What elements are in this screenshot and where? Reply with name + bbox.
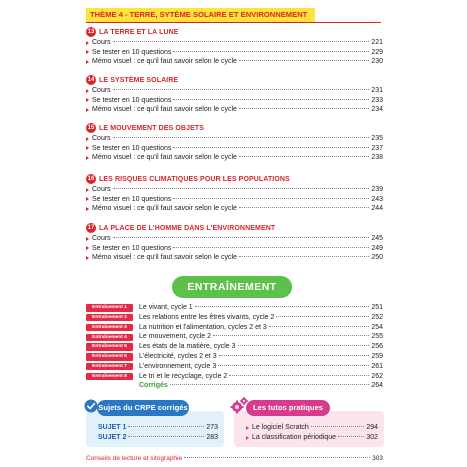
toc-page: 239 <box>371 186 383 193</box>
footer-row[interactable] <box>86 454 383 463</box>
dot-leader <box>239 60 369 61</box>
dot-leader <box>195 306 370 307</box>
sujet-label: SUJET 1 <box>98 424 127 431</box>
entrainement-banner: ENTRAÎNEMENT <box>172 276 292 298</box>
toc-page: 229 <box>371 48 383 56</box>
sujet-row[interactable] <box>98 423 218 433</box>
toc-label: Cours <box>92 235 111 242</box>
entrainement-row[interactable] <box>86 332 383 342</box>
entrainement-tag: Entraînement 1 <box>86 304 133 312</box>
dot-leader <box>173 198 369 199</box>
chapter-title: LA PLACE DE L'HOMME DANS L'ENVIRONNEMENT <box>99 224 276 232</box>
dot-leader <box>170 384 370 385</box>
dot-leader <box>239 256 369 257</box>
toc-row[interactable] <box>86 204 383 214</box>
dot-leader <box>213 335 369 336</box>
entrainement-row[interactable] <box>86 372 383 382</box>
toc-label: Cours <box>92 87 111 94</box>
sujet-label: SUJET 2 <box>98 434 127 441</box>
dot-leader <box>269 326 370 327</box>
toc-label: Cours <box>92 135 111 142</box>
sujet-row[interactable] <box>98 433 218 443</box>
triangle-right-icon <box>246 436 249 440</box>
entrainement-list <box>86 303 383 391</box>
chapter-heading[interactable] <box>86 122 383 134</box>
dot-leader <box>276 316 369 317</box>
toc-label: Mémo visuel : ce qu'il faut savoir selon le cycle <box>92 106 237 113</box>
chapter-17 <box>86 222 383 263</box>
entrainement-tag: Entraînement 7 <box>86 363 133 371</box>
toc-label: Le tri et le recyclage, cycle 2 <box>139 372 228 380</box>
toc-row[interactable] <box>86 244 383 254</box>
toc-row[interactable] <box>86 234 383 244</box>
toc-page: 302 <box>366 434 378 441</box>
entrainement-tag: Entraînement 4 <box>86 334 133 342</box>
triangle-right-icon <box>86 41 89 45</box>
entrainement-row[interactable] <box>86 362 383 372</box>
toc-label: Se tester en 10 questions <box>92 144 172 152</box>
dot-leader <box>184 457 370 458</box>
chapter-heading[interactable] <box>86 173 383 185</box>
theme-underline <box>86 22 381 23</box>
triangle-right-icon <box>86 197 89 201</box>
toc-page: 251 <box>371 304 383 311</box>
toc-page: 283 <box>206 434 218 441</box>
entrainement-row[interactable] <box>86 342 383 352</box>
toc-page: 254 <box>371 323 383 331</box>
toc-label: Se tester en 10 questions <box>92 195 172 203</box>
dot-leader <box>239 156 369 157</box>
triangle-right-icon <box>86 246 89 250</box>
dot-leader <box>338 436 364 437</box>
dot-leader <box>113 41 370 42</box>
entrainement-tag: Entraînement 6 <box>86 353 133 361</box>
toc-page: 230 <box>371 58 383 65</box>
tuto-label: La classification périodique <box>252 434 337 441</box>
chapter-16 <box>86 173 383 214</box>
tuto-label: Le logiciel Scratch <box>252 424 309 431</box>
chapter-number-badge: 17 <box>87 225 95 231</box>
toc-page: 259 <box>371 352 383 360</box>
entrainement-tag: Entraînement 8 <box>86 373 133 381</box>
dot-leader <box>128 426 204 427</box>
entrainement-row[interactable] <box>86 352 383 362</box>
toc-page: 261 <box>371 362 383 370</box>
tuto-row[interactable] <box>246 433 378 443</box>
triangle-right-icon <box>86 156 89 160</box>
dot-leader <box>173 99 369 100</box>
dot-leader <box>113 188 370 189</box>
toc-page: 233 <box>371 96 383 104</box>
entrainement-row[interactable] <box>86 323 383 333</box>
chapter-title: LA TERRE ET LA LUNE <box>99 28 179 36</box>
triangle-right-icon <box>86 137 89 141</box>
toc-label: Le mouvement, cycle 2 <box>139 333 211 341</box>
dot-leader <box>239 108 369 109</box>
chapter-number-badge: 14 <box>87 77 95 83</box>
dot-leader <box>128 436 204 437</box>
dot-leader <box>173 147 369 148</box>
sujets-title: Sujets du CRPE corrigés <box>97 400 189 416</box>
chapter-number-badge: 15 <box>87 125 95 131</box>
toc-row[interactable] <box>86 134 383 144</box>
chapter-15 <box>86 122 383 163</box>
triangle-right-icon <box>246 426 249 430</box>
footer-label: Conseils de lecture et sitographie <box>86 455 183 462</box>
dot-leader <box>113 89 370 90</box>
toc-page: 244 <box>371 205 383 212</box>
chapter-title: LE MOUVEMENT DES OBJETS <box>99 124 204 132</box>
dot-leader <box>238 345 370 346</box>
corriges-row[interactable] <box>86 381 383 391</box>
chapter-heading[interactable] <box>86 222 383 234</box>
toc-page: 249 <box>371 244 383 252</box>
toc-label: Cours <box>92 186 111 193</box>
triangle-right-icon <box>86 108 89 112</box>
tutos-list <box>246 423 378 443</box>
chapter-13 <box>86 26 383 67</box>
toc-row[interactable] <box>86 105 383 115</box>
toc-row[interactable] <box>86 185 383 195</box>
toc-label: Les relations entre les êtres vivants, cycle 2 <box>139 313 275 321</box>
footer-page: 303 <box>372 455 383 462</box>
dot-leader <box>229 375 369 376</box>
chapter-14 <box>86 74 383 115</box>
toc-page: 252 <box>371 313 383 321</box>
toc-row[interactable] <box>86 144 383 154</box>
toc-row[interactable] <box>86 57 383 67</box>
tuto-row[interactable] <box>246 423 378 433</box>
entrainement-tag: Entraînement 2 <box>86 314 133 322</box>
corriges-label: Corrigés <box>139 382 168 390</box>
toc-label: L'électricité, cycles 2 et 3 <box>139 352 217 360</box>
dot-leader <box>113 237 370 238</box>
toc-label: Les états de la matière, cycle 3 <box>139 343 236 351</box>
gears-icon <box>229 396 249 416</box>
toc-page: 231 <box>371 87 383 94</box>
triangle-right-icon <box>86 207 89 211</box>
toc-label: L'environnement, cycle 3 <box>139 362 217 370</box>
toc-label: Se tester en 10 questions <box>92 48 172 56</box>
toc-page: 264 <box>371 382 383 390</box>
toc-label: Mémo visuel : ce qu'il faut savoir selon le cycle <box>92 58 237 65</box>
triangle-right-icon <box>86 256 89 260</box>
entrainement-tag: Entraînement 3 <box>86 324 133 332</box>
toc-label: Cours <box>92 39 111 46</box>
toc-page: 256 <box>371 343 383 351</box>
chapter-title: LES RISQUES CLIMATIQUES POUR LES POPULATIONS <box>99 175 290 183</box>
toc-page: 237 <box>371 144 383 152</box>
tutos-title: Les tutos pratiques <box>246 400 330 416</box>
triangle-right-icon <box>86 98 89 102</box>
dot-leader <box>173 51 369 52</box>
toc-row[interactable] <box>86 153 383 163</box>
entrainement-tag: Entraînement 5 <box>86 343 133 351</box>
triangle-right-icon <box>86 146 89 150</box>
toc-page: 221 <box>371 39 383 46</box>
chapter-number-badge: 16 <box>87 176 95 182</box>
triangle-right-icon <box>86 89 89 93</box>
dot-leader <box>219 355 370 356</box>
toc-label: Le vivant, cycle 1 <box>139 304 193 311</box>
triangle-right-icon <box>86 237 89 241</box>
triangle-right-icon <box>86 60 89 64</box>
toc-row[interactable] <box>86 253 383 263</box>
dot-leader <box>239 207 369 208</box>
toc-row[interactable] <box>86 38 383 48</box>
chapter-heading[interactable] <box>86 26 383 38</box>
toc-row[interactable] <box>86 195 383 205</box>
dot-leader <box>218 365 369 366</box>
toc-page: 262 <box>371 372 383 380</box>
sujets-list <box>98 423 218 443</box>
toc-row[interactable] <box>86 48 383 58</box>
chapter-heading[interactable] <box>86 74 383 86</box>
toc-label: La nutrition et l'alimentation, cycles 2 et 3 <box>139 323 267 331</box>
toc-page: 235 <box>371 135 383 142</box>
toc-page: 238 <box>371 154 383 161</box>
toc-label: Se tester en 10 questions <box>92 96 172 104</box>
toc-page: 273 <box>206 424 218 431</box>
toc-label: Mémo visuel : ce qu'il faut savoir selon le cycle <box>92 205 237 212</box>
chapter-number-badge: 13 <box>87 29 95 35</box>
toc-page: 294 <box>366 424 378 431</box>
dot-leader <box>173 247 369 248</box>
toc-row[interactable] <box>86 96 383 106</box>
toc-page: 243 <box>371 195 383 203</box>
toc-page: 245 <box>371 235 383 242</box>
dot-leader <box>311 426 365 427</box>
toc-page: 234 <box>371 106 383 113</box>
toc-label: Se tester en 10 questions <box>92 244 172 252</box>
toc-row[interactable] <box>86 86 383 96</box>
toc-label: Mémo visuel : ce qu'il faut savoir selon le cycle <box>92 254 237 261</box>
check-badge-icon <box>84 399 98 413</box>
toc-page: 250 <box>371 254 383 261</box>
toc-page: 255 <box>371 333 383 341</box>
chapter-title: LE SYSTÈME SOLAIRE <box>99 76 179 84</box>
entrainement-row[interactable] <box>86 303 383 313</box>
triangle-right-icon <box>86 50 89 54</box>
toc-label: Mémo visuel : ce qu'il faut savoir selon le cycle <box>92 154 237 161</box>
entrainement-row[interactable] <box>86 313 383 323</box>
dot-leader <box>113 137 370 138</box>
theme-title: THÈME 4 - TERRE, SYTÈME SOLAIRE ET ENVIRONNEMENT <box>86 8 315 22</box>
triangle-right-icon <box>86 188 89 192</box>
